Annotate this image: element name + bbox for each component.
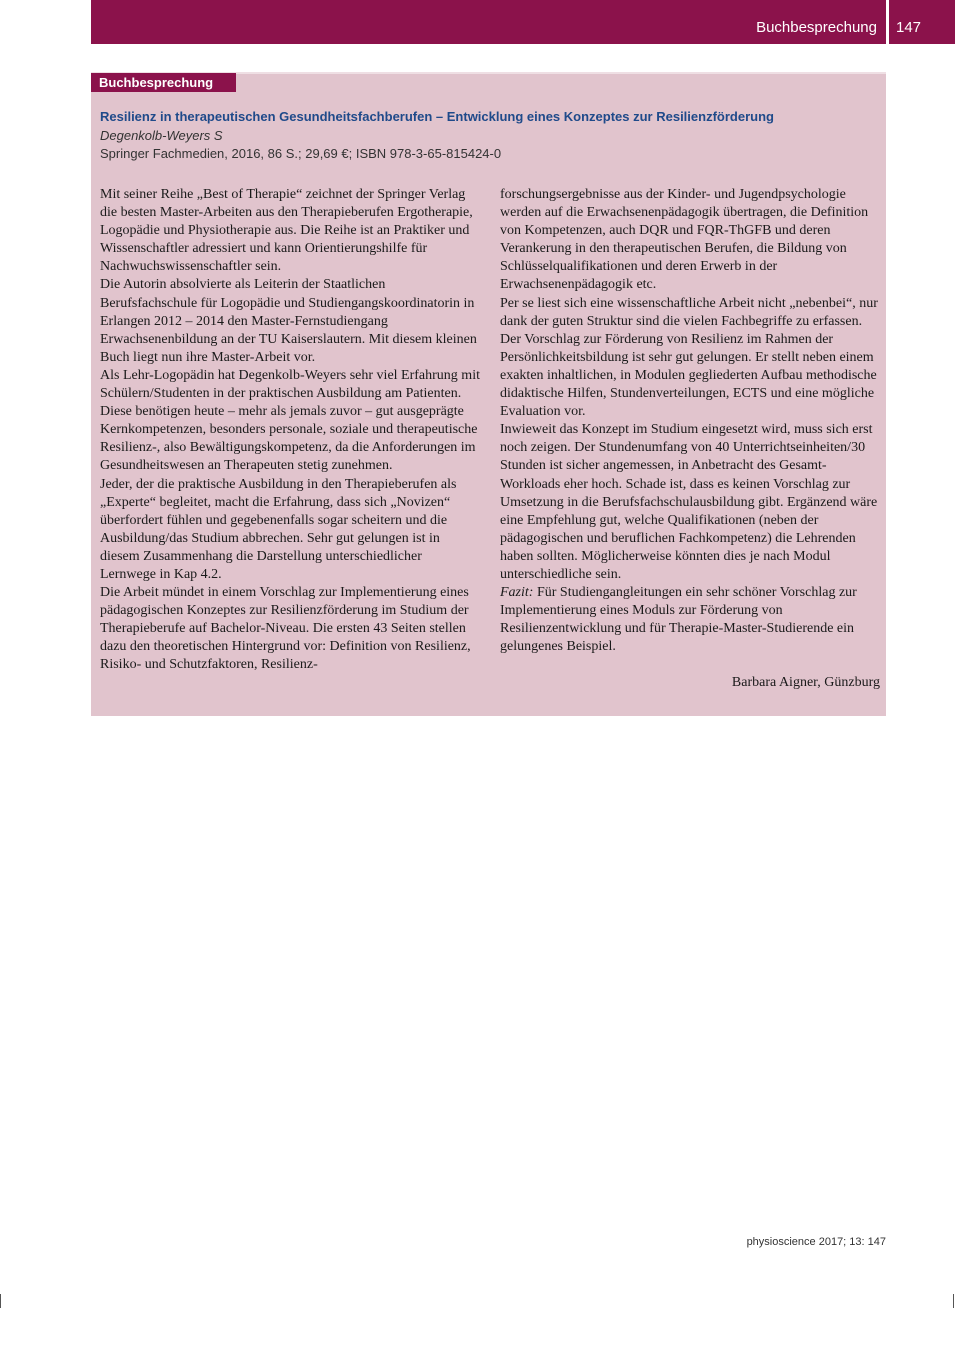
fazit-label: Fazit: (500, 585, 534, 601)
crop-mark-left (0, 1294, 1, 1308)
section-tag: Buchbesprechung (91, 73, 236, 92)
header-divider (886, 0, 889, 44)
page-number: 147 (896, 19, 922, 36)
paragraph: Jeder, der die praktische Ausbildung in den Therapieberufen als „Experte“ begleitet, macht die Erfahrung, dass sich „Novizen“ überfordert fühlen und gegebenenfalls sogar scheitern und die Ausbildung/das Studium abbrechen. Sehr gut gelungen ist in diesem Zusammenhang die Darstellung unterschiedlicher Lernwege in Kap 4.2. (100, 476, 457, 582)
paragraph: Per se liest sich eine wissenschaftliche Arbeit nicht „nebenbei“, nur dank der guten Struktur sind die vielen Fachbegriffe zu erfassen. Der Vorschlag zur Förderung von Resilienz im Rahmen der Persönlichkeitsbildung ist sehr gut gelungen. Er stellt neben einem exakten inhaltlichen, in Modulen gegliederten Aufbau methodische didaktische Hilfen, Stundenverteilungen, ECTS und eine mögliche Evaluation vor. (500, 295, 878, 420)
right-column (500, 186, 880, 693)
fazit-text: Für Studiengangleitungen ein sehr schöner Vorschlag zur Implementierung eines Moduls zur Förderung von Resilienzentwicklung und für Therapie-Master-Studierende ein gelungenes Beispiel. (500, 585, 857, 655)
fazit-paragraph (500, 584, 880, 656)
footer-citation: physioscience 2017; 13: 147 (746, 1236, 886, 1248)
left-column (100, 186, 480, 675)
paragraph: Inwieweit das Konzept im Studium eingesetzt wird, muss sich erst noch zeigen. Der Stundenumfang von 40 Unterrichtseinheiten/30 Stunden ist sicher angemessen, in Anbetracht des Gesamt-Workloads eher hoch. Schade ist, dass es keinen Vorschlag zur Umsetzung in die Berufsfachschulausbildung gibt. Ergänzend wäre eine Empfehlung gut, welche Qualifikationen (neben der pädagogischen und beruflichen Fachkompetenz) die Lehrenden haben sollten. Möglicherweise könnten dies je nach Modul unterschiedliche sein. (500, 422, 878, 582)
running-head-section: Buchbesprechung (756, 19, 877, 36)
paragraph: Die Arbeit mündet in einem Vorschlag zur Implementierung eines pädagogischen Konzeptes zur Resilienzförderung im Studium der Therapieberufe auf Bachelor-Niveau. Die ersten 43 Seiten stellen dazu den theoretischen Hintergrund vor: Definition von Resilienz, Risiko- und Schutzfaktoren, Resilienz- (100, 585, 471, 673)
book-publication-info: Springer Fachmedien, 2016, 86 S.; 29,69 €; ISBN 978-3-65-815424-0 (100, 146, 502, 161)
paragraph: Die Autorin absolvierte als Leiterin der Staatlichen Berufsfachschule für Logopädie und Studiengangskoordinatorin in Erlangen 2012 – 2014 den Master-Fernstudiengang Erwachsenenbildung an der TU Kaiserslautern. Mit diesem kleinen Buch liegt nun ihre Master-Arbeit vor. (100, 277, 477, 365)
reviewer-signature: Barbara Aigner, Günzburg (731, 675, 880, 691)
review-box (91, 72, 886, 716)
book-author: Degenkolb-Weyers S (100, 128, 223, 143)
book-title: Resilienz in therapeutischen Gesundheitsfachberufen – Entwicklung eines Konzeptes zur Resilienzförderung (100, 109, 774, 124)
paragraph: forschungsergebnisse aus der Kinder- und Jugendpsychologie werden auf die Erwachsenenpädagogik übertragen, die Definition von Kompetenzen, auch DQR und FQR-ThGFB und deren Verankerung in den therapeutischen Berufen, die Bildung von Schlüsselqualifikationen und deren Erwerb in der Erwachsenenpädagogik etc. (500, 187, 869, 293)
paragraph: Als Lehr-Logopädin hat Degenkolb-Weyers sehr viel Erfahrung mit Schülern/Studenten in der praktischen Ausbildung am Patienten. Diese benötigen heute – mehr als jemals zuvor – gut ausgeprägte Kernkompetenzen, besonders personale, soziale und therapeutische Resilienz-, also Bewältigungskompetenz, da die Anforderungen im Gesundheitswesen an Therapeuten stetig zunehmen. (100, 367, 480, 474)
paragraph: Mit seiner Reihe „Best of Therapie“ zeichnet der Springer Verlag die besten Master-Arbeiten aus den Therapieberufen Ergotherapie, Logopädie und Physiotherapie aus. Die Reihe ist an Praktiker und Wissenschaftler adressiert und kann Orientierungshilfe für Nachwuchswissenschaftler sein. (100, 187, 473, 275)
crop-mark-right (953, 1294, 954, 1308)
